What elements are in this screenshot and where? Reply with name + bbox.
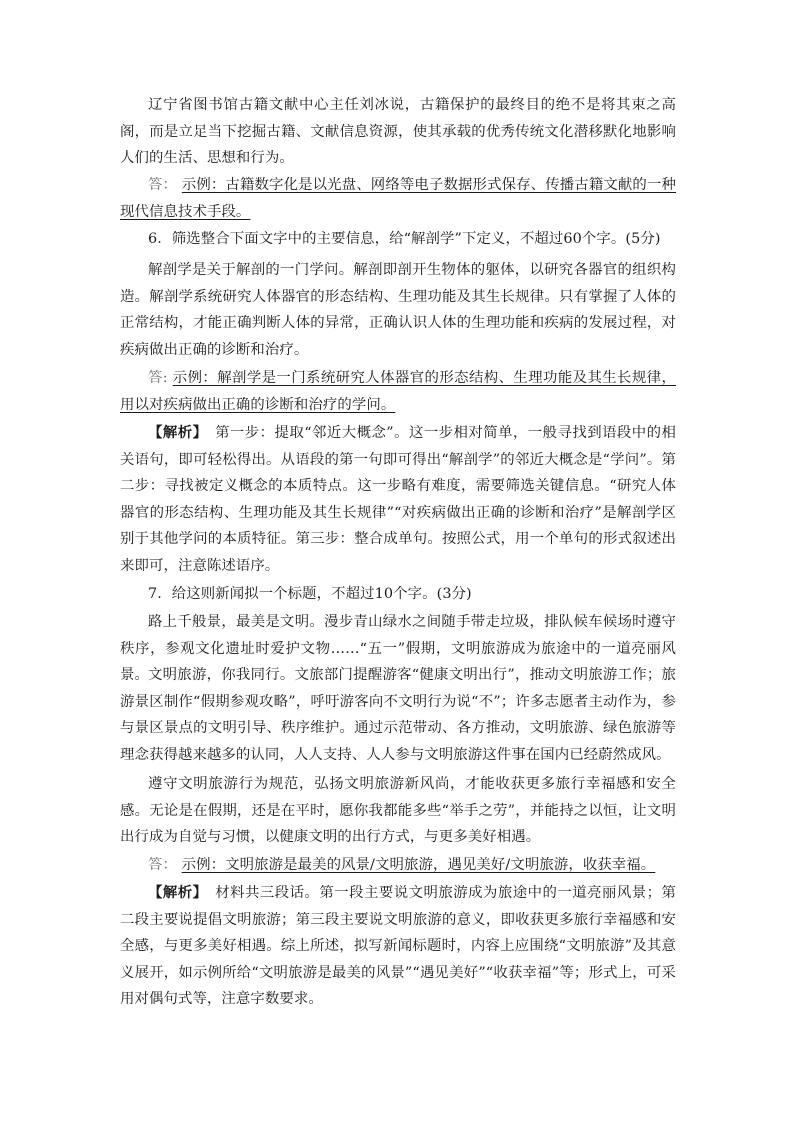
question-6: 6．筛选整合下面文字中的主要信息，给“解剖学”下定义，不超过60个字。(5分): [148, 231, 661, 247]
answer-label: 答：: [148, 857, 177, 873]
answer-5: [120, 172, 676, 225]
analysis-6: [120, 420, 676, 579]
paragraph-liu-bing-quote: 辽宁省图书馆古籍文献中心主任刘冰说，古籍保护的最终目的绝不是将其束之高阁，而是立足当下挖掘古籍、文献信息资源，使其承载的优秀传统文化潜移默化地影响人们的生活、思想和行为。: [120, 97, 676, 166]
answer-6: [120, 365, 676, 418]
news-paragraph-1: 路上千般景，最美是文明。漫步青山绿水之间随手带走垃圾，排队候车候场时遵守秩序，参观文化遗址时爱护文物……“五一”假期，文明旅游成为旅途中的一道亮丽风景。: [120, 614, 676, 683]
news-paragraph-3: 遵守文明旅游行为规范，弘扬文明旅游新风尚，才能收获更多旅行幸福感和安全感。无论是在假期，还是在平时，愿你我都能多些“举手之劳”，并能持之以恒，让文明出行成为自觉与习惯，以健康文明的出行方式，与更多美好相遇。: [120, 776, 676, 845]
answer-label: 答:: [148, 370, 168, 386]
paragraph-anatomy: 解剖学是关于解剖的一门学问。解剖即剖开生物体的躯体，以研究各器官的组织构造。解剖学系统研究人体器官的形态结构、生理功能及其生长规律。只有掌握了人体的正常结构，才能正确判断人体的异常，正确认识人体的生理功能和疾病的发展过程，对疾病做出正确的诊断和治疗。: [120, 262, 676, 358]
analysis-7: [120, 880, 676, 1013]
answer-7: [120, 852, 676, 879]
analysis-label: 【解析】: [148, 424, 201, 441]
analysis-text: 材料共三段话。第一段主要说文明旅游成为旅途中的一道亮丽风景；第二段主要说提倡文明旅游；第三段主要说文明旅游的意义，即收获更多旅行幸福感和安全感，与更多美好相遇。综上所述，拟写新闻标题时，内容上应围绕“文明旅游”及其意义展开，如示例所给“文明旅游是最美的风景”“遇见美好”“收获幸福”等；形式上，可采用对偶句式等，注意字数要求。: [120, 885, 676, 1007]
answer-text: 示例：解剖学是一门系统研究人体器官的形态结构、生理功能及其生长规律，用以对疾病做出正确的诊断和治疗的学问。: [120, 370, 676, 413]
analysis-label: 【解析】: [148, 884, 201, 901]
question-7: 7．给这则新闻拟一个标题，不超过10个字。(3分): [148, 586, 472, 602]
answer-text: 示例：文明旅游是最美的风景/文明旅游，遇见美好/文明旅游，收获幸福。: [181, 857, 656, 873]
analysis-text: 第一步：提取“邻近大概念”。这一步相对简单，一般寻找到语段中的相关语句，即可轻松得出。从语段的第一句即可得出“解剖学”的邻近大概念是“学问”。第二步：寻找被定义概念的本质特点。这一步略有难度，需要筛选关键信息。“研究人体器官的形态结构、生理功能及其生长规律”“对疾病做出正确的诊断和治疗”是解剖学区别于其他学问的本质特征。第三步：整合成单句。按照公式，用一个单句的形式叙述出来即可，注意陈述语序。: [120, 425, 676, 574]
answer-text: 示例：古籍数字化是以光盘、网络等电子数据形式保存、传播古籍文献的一种现代信息技术手段。: [120, 177, 676, 220]
answer-label: 答：: [148, 177, 178, 193]
news-paragraph-2: 文明旅游，你我同行。文旅部门提醒游客“健康文明出行”，推动文明旅游工作；旅游景区制作“假期参观攻略”，呼吁游客向不文明行为说“不”；许多志愿者主动作为，参与景区景点的文明引导、秩序维护。通过示范带动、各方推动，文明旅游、绿色旅游等理念获得越来越多的认同，人人支持、人人参与文明旅游这件事在国内已经蔚然成风。: [120, 667, 676, 763]
